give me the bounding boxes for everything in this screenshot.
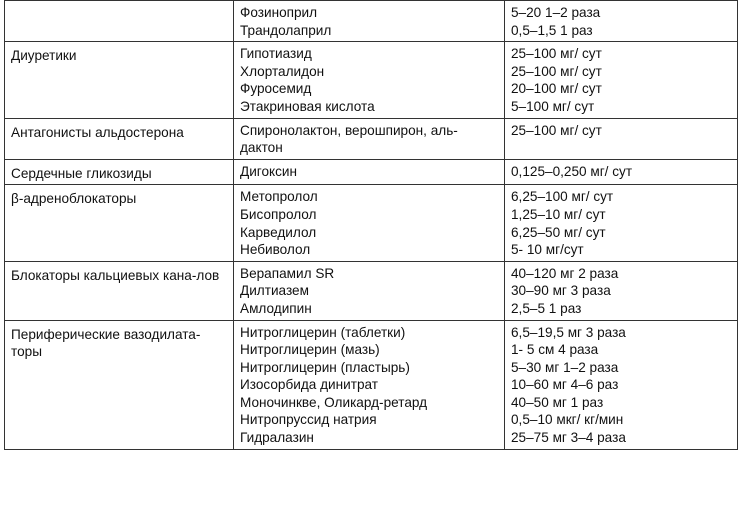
category-cell: [5, 185, 234, 261]
dose-value: 5–100 мг/ сут: [511, 98, 595, 114]
dose-cell: [505, 42, 738, 118]
drug-name: Гипотиазид: [240, 46, 312, 62]
category-label: Сердечные гликозиды: [11, 165, 152, 181]
drug-name: Амлодипин: [240, 300, 312, 316]
drug-name: Фозиноприл: [240, 5, 318, 20]
dose-value: 25–75 мг 3–4 раза: [511, 430, 626, 446]
drug-cell: [234, 42, 505, 118]
drug-cell: [234, 159, 505, 185]
drug-cell: [234, 261, 505, 320]
drug-name: Нитроглицерин (мазь): [240, 342, 380, 358]
dose-cell: [505, 159, 738, 185]
drug-name: Спиронолактон, верошпирон, аль-: [240, 122, 458, 138]
drug-name: Моночинкве, Оликард-ретард: [240, 394, 428, 410]
drug-cell: [234, 320, 505, 449]
drug-cell: [234, 1, 505, 42]
dose-value: 30–90 мг 3 раза: [511, 283, 611, 299]
drug-name: Верапамил SR: [240, 265, 335, 281]
dose-value: 40–120 мг 2 раза: [511, 265, 619, 281]
drug-name: Карведилол: [240, 224, 317, 240]
drug-name: Нитроглицерин (таблетки): [240, 324, 406, 340]
category-label: [11, 4, 227, 6]
dose-value: 40–50 мг 1 раз: [511, 394, 604, 410]
drug-name: Нитропруссид натрия: [240, 412, 377, 428]
category-cell: [5, 42, 234, 118]
dose-value: 1,25–10 мг/ сут: [511, 206, 606, 222]
category-cell: [5, 118, 234, 159]
dose-value: 5- 10 мг/сут: [511, 242, 584, 258]
drug-name: Гидралазин: [240, 430, 314, 446]
table-row: [5, 118, 738, 159]
dose-value: 6,5–19,5 мг 3 раза: [511, 324, 626, 340]
dose-value: 6,25–100 мг/ сут: [511, 189, 614, 205]
dose-value: 25–100 мг/ сут: [511, 46, 602, 62]
category-cell: [5, 320, 234, 449]
dose-cell: [505, 185, 738, 261]
drug-name: Фуросемид: [240, 81, 312, 97]
drug-name: Этакриновая кислота: [240, 98, 375, 114]
dose-value: 0,125–0,250 мг/ сут: [511, 163, 633, 179]
drug-cell: [234, 185, 505, 261]
drug-name: Небиволол: [240, 242, 311, 258]
table-row: [5, 42, 738, 118]
drug-name: дактон: [240, 140, 283, 156]
drug-name: Дилтиазем: [240, 283, 309, 299]
dose-value: 10–60 мг 4–6 раз: [511, 377, 619, 393]
dose-value: 5–20 1–2 раза: [511, 5, 601, 20]
dose-value: 25–100 мг/ сут: [511, 63, 602, 79]
dose-value: 2,5–5 1 раз: [511, 300, 582, 316]
category-label: Антагонисты альдостерона: [11, 124, 184, 140]
dose-cell: [505, 261, 738, 320]
dose-value: 5–30 мг 1–2 раза: [511, 359, 619, 375]
dose-cell: [505, 1, 738, 42]
table-row: [5, 159, 738, 185]
drug-name: Изосорбида динитрат: [240, 377, 379, 393]
drug-name: Бисопролол: [240, 206, 317, 222]
dose-value: 25–100 мг/ сут: [511, 122, 602, 138]
drug-name: Нитроглицерин (пластырь): [240, 359, 410, 375]
drug-name: Метопролол: [240, 189, 318, 205]
drug-name: Хлорталидон: [240, 63, 325, 79]
dose-value: 20–100 мг/ сут: [511, 81, 602, 97]
table-row: [5, 1, 738, 42]
table-row: [5, 261, 738, 320]
dose-value: 0,5–1,5 1 раз: [511, 22, 593, 38]
dose-value: 0,5–10 мкг/ кг/мин: [511, 412, 624, 428]
dose-value: 6,25–50 мг/ сут: [511, 224, 606, 240]
drug-dosage-table: [4, 0, 738, 450]
dose-value: 1- 5 см 4 раза: [511, 342, 599, 358]
drug-cell: [234, 118, 505, 159]
category-cell: [5, 1, 234, 42]
drug-name: Дигоксин: [240, 163, 298, 179]
category-label: Диуретики: [11, 48, 77, 64]
category-label: β-адреноблокаторы: [11, 191, 137, 207]
category-cell: [5, 261, 234, 320]
table-row: [5, 185, 738, 261]
category-cell: [5, 159, 234, 185]
category-label: Периферические вазодилата-торы: [11, 326, 201, 360]
category-label: Блокаторы кальциевых кана-лов: [11, 267, 220, 283]
table-row: [5, 320, 738, 449]
dose-cell: [505, 320, 738, 449]
dose-cell: [505, 118, 738, 159]
drug-name: Трандолаприл: [240, 22, 332, 38]
